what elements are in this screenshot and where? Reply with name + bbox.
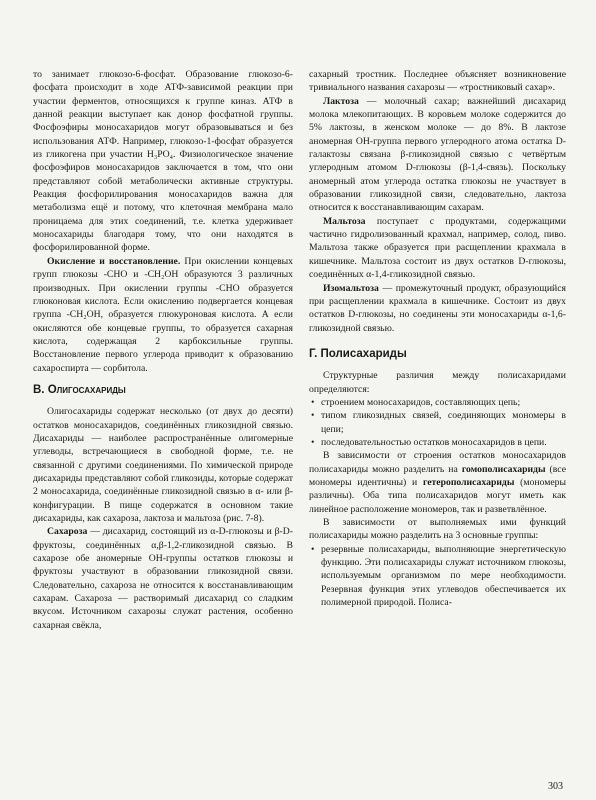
paragraph-homo-hetero: В зависимости от строения остатков моносахаридов полисахариды можно разделить на гомополисахариды (все мономеры идентичны) и гетерополисахариды (мономеры различны). Оба типа полисахаридов могут иметь как линейное расположение мономеров, так и разветвлённое. (309, 450, 567, 515)
list-functional-groups (309, 543, 566, 610)
paragraph-structural-differences: Структурные различия между полисахаридами определяются: (309, 370, 566, 395)
page-number: 303 (548, 781, 563, 792)
section-heading-polysaccharides: Г. Полисахариды (309, 347, 407, 360)
left-column (33, 68, 293, 632)
term-maltose: Мальтоза (323, 215, 366, 227)
right-column (309, 68, 566, 609)
paragraph-phosphates: то занимает глюкозо-6-фосфат. Образование глюкозо-6-фосфата происходит в ходе АТФ-зависимой реакции при участии ферментов, относящихся к группе киназ. АТФ в данной реакции выступает как донор фосфатной группы. Фосфоэфиры моносахаридов могут образовываться и без использования АТФ. Например, глюкозо-1-фосфат образуется из гликогена при участии H₃PO₄. Физиологическое значение фосфоэфиров моносахаридов заключается в том, что они представляют собой метаболически активные структуры. Реакция фосфорилирования моносахаридов важна для метаболизма ещё и потому, что клеточная мембрана мало проницаема для этих соединений, т.е. клетка удерживает моносахариды благодаря тому, что они находятся в фосфорилированной форме. (33, 69, 293, 254)
list-item: • резервные полисахариды, выполняющие энергетическую функцию. Эти полисахариды служат источником глюкозы, используемым организмом по мере необходимости. Резервная функция этих углеводов обеспечивается их полимерной природой. Полиса- (321, 543, 566, 610)
paragraph-maltose: Мальтоза поступает с продуктами, содержащими частично гидролизованный крахмал, например, солод, пиво. Мальтоза также образуется при расщеплении крахмала в кишечнике. Мальтоза состоит из двух остатков D-глюкозы, соединённых α-1,4-гликозидной связью. (309, 215, 566, 281)
term-heteropolysaccharides: гетерополисахариды (422, 476, 515, 488)
term-sucrose: Сахароза (47, 526, 88, 538)
list-item: • последовательностью остатков моносахаридов в цепи. (321, 436, 566, 449)
term-oxidation: Окисление и восстановление. (47, 255, 181, 267)
list-item: • типом гликозидных связей, соединяющих мономеры в цепи; (321, 409, 566, 436)
paragraph-functions: В зависимости от выполняемых ими функций полисахариды можно разделить на 3 основные группы: (309, 517, 566, 542)
paragraph-lactose: Лактоза — молочный сахар; важнейший дисахарид молока млекопитающих. В коровьем молоке содержится до 5% лактозы, в женском молоке — до 8%. В лактозе аномерная ОН-группа первого углеродного атома остатка D-галактозы связана β-гликозидной связью с четвёртым углеродным атомом D-глюкозы (β-1,4-связь). Поскольку аномерный атом углерода остатка глюкозы не участвует в образовании гликозидной связи, следовательно, лактоза относится к восстанавливающим сахарам. (309, 95, 566, 214)
paragraph-sucrose-cont: сахарный тростник. Последнее объясняет возникновение тривиального названия сахарозы — «тростниковый сахар». (309, 69, 566, 94)
paragraph-sucrose: Сахароза — дисахарид, состоящий из α-D-глюкозы и β-D-фруктозы, соединённых α,β-1,2-гликозидной связью. В сахарозе обе аномерные ОН-группы остатков глюкозы и фруктозы участвуют в образовании гликозидной связи. Следовательно, сахароза не относится к восстанавливающим сахарам. Сахароза — растворимый дисахарид со сладким вкусом. Источником сахарозы служат растения, особенно сахарная свёкла, (33, 526, 293, 631)
list-item: • строением моносахаридов, составляющих цепь; (321, 396, 566, 409)
paragraph-oxidation: Окисление и восстановление. При окислении концевых групп глюкозы -CHO и -CH₂OH образуются 3 различных производных. При окислении группы -CHO образуется глюконовая кислота. Если окислению подвергается концевая группа -CH₂OH, образуется глюкуроновая кислота. А если окисляются обе концевые группы, то образуется сахарная кислота, содержащая 2 карбоксильные группы. Восстановление первого углерода приводит к образованию сахароспирта — сорбитола. (33, 255, 293, 374)
term-homopolysaccharides: гомополисахариды (461, 463, 546, 475)
term-isomaltose: Изомальтоза (323, 282, 379, 294)
section-heading-oligosaccharides: В. Олигосахариды (33, 383, 126, 396)
paragraph-isomaltose: Изомальтоза — промежуточный продукт, образующийся при расщеплении крахмала в кишечнике. Состоит из двух остатков D-глюкозы, но соединены эти моносахариды α-1,6-гликозидной связью. (309, 282, 566, 334)
list-structural-factors (309, 396, 566, 449)
term-lactose: Лактоза (323, 95, 359, 107)
paragraph-oligosaccharides: Олигосахариды содержат несколько (от двух до десяти) остатков моносахаридов, соединённых гликозидной связью. Дисахариды — наиболее распространённые олигомерные углеводы, встречающиеся в свободной форме, т.е. не связанной с другими соединениями. По химической природе дисахариды представляют собой гликозиды, которые содержат 2 моносахарида, соединённые гликозидной связью в α- или β-конфигурации. В пище содержатся в основном такие дисахариды, как сахароза, лактоза и мальтоза (рис. 7-8). (33, 406, 293, 524)
